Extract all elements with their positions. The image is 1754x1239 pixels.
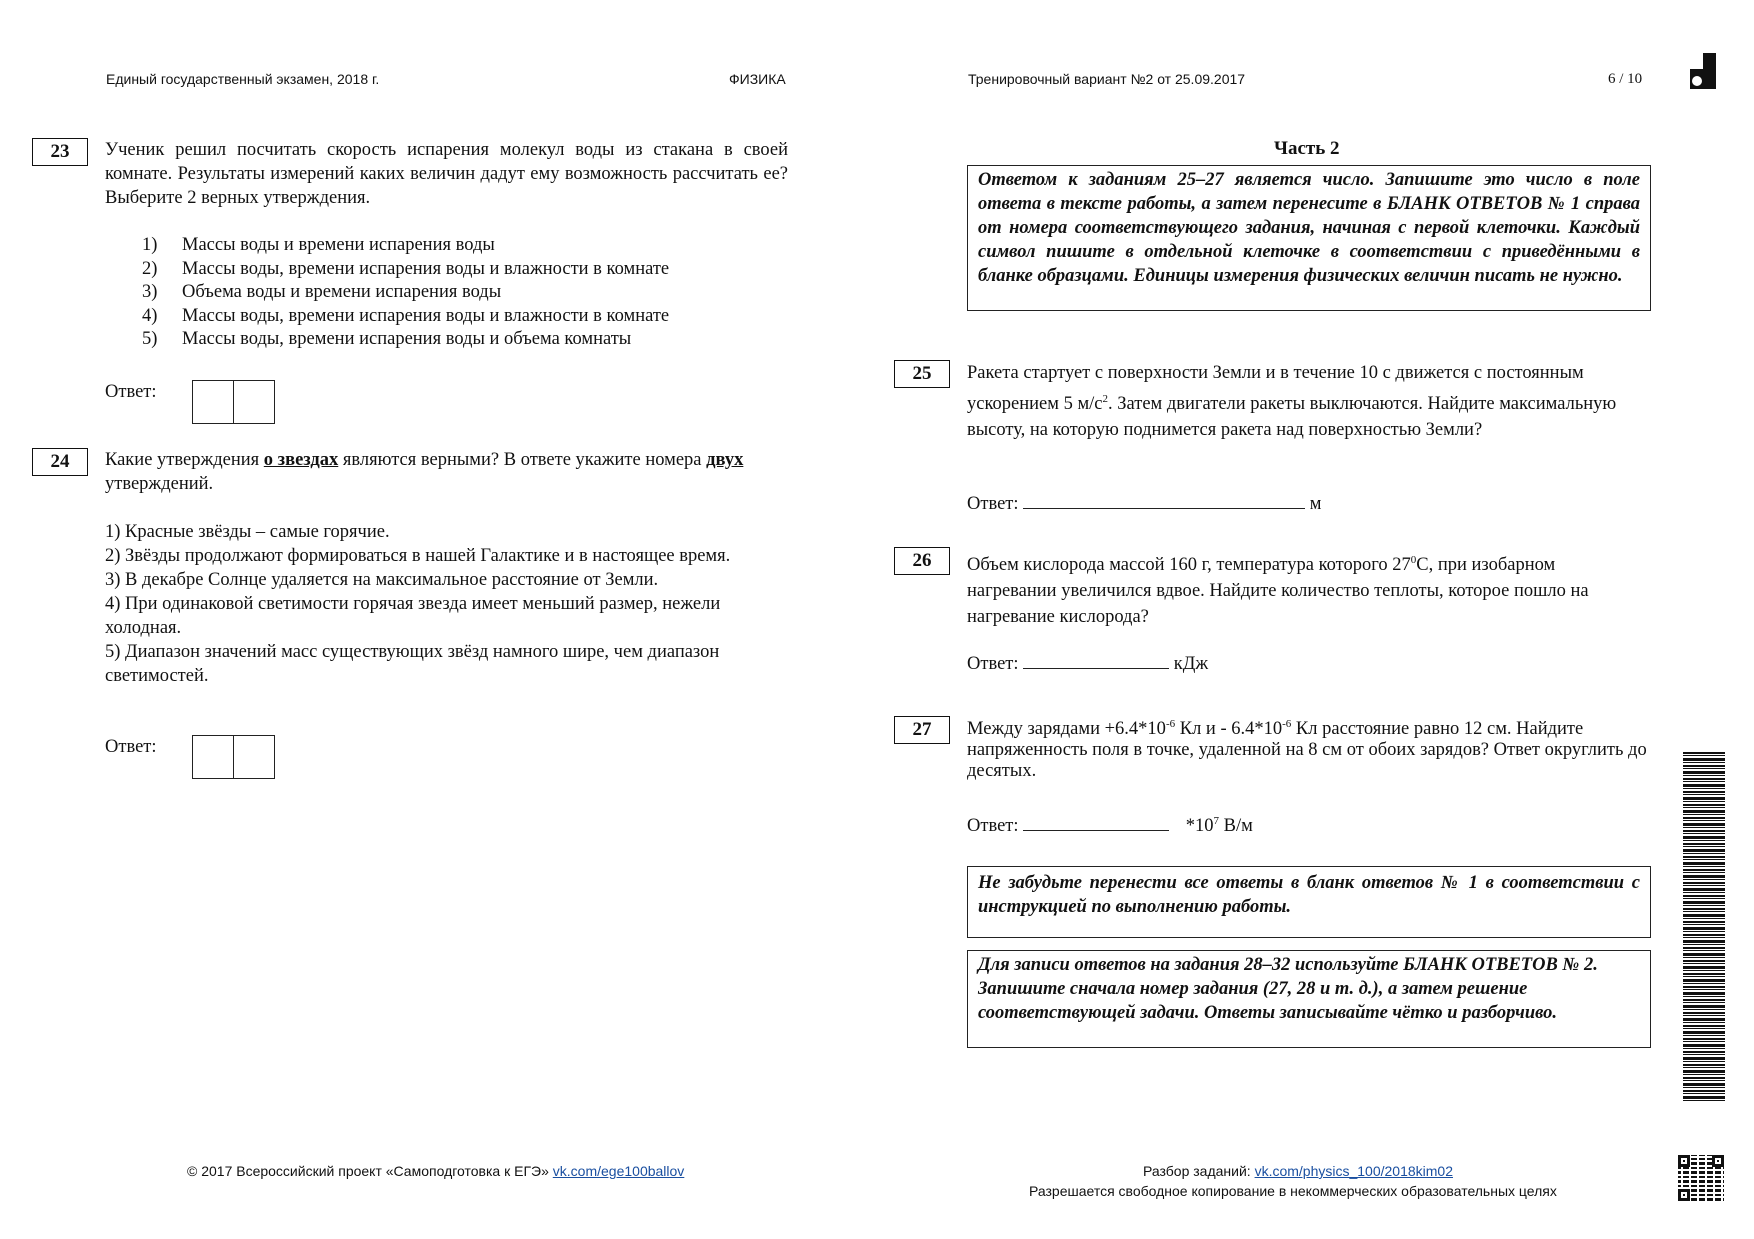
option-text: Массы воды, времени испарения воды и влажности в комнате [182,305,670,326]
option-row [142,234,782,258]
question-number-27: 27 [894,716,950,744]
page-number: 6 / 10 [1608,71,1643,87]
footer-copy-permission: Разрешается свободное копирование в некоммерческих образовательных целях [1029,1183,1557,1199]
header-subject: ФИЗИКА [729,71,786,87]
footer-link-physics100[interactable]: vk.com/physics_100/2018kim02 [1254,1163,1453,1179]
question-number-26: 26 [894,547,950,575]
footer-copyright-text: © 2017 Всероссийский проект «Самоподготовка к ЕГЭ» [187,1163,553,1179]
question-25-text [967,360,1617,443]
question-23-options [142,234,782,352]
option-row [142,258,782,282]
answer-unit-25: м [1309,494,1322,514]
reminder-note: Не забудьте перенести все ответы в бланк ответов № 1 в соответствии с инструкцией по выполнению работы. [967,866,1651,938]
q24-text-part: являются верными? В ответе укажите номера [338,450,707,470]
q24-text-part: Какие утверждения [105,450,264,470]
answer-cell[interactable] [233,380,275,424]
option-number: 2) [142,258,158,279]
q27-text-part: Между зарядами +6.4*10 [967,719,1166,740]
option-number: 5) [142,329,158,349]
answer-cell[interactable] [233,735,275,779]
option-text: Массы воды, времени испарения воды и влажности в комнате [182,258,670,279]
part-2-instructions: Ответом к заданиям 25–27 является число. Запишите это число в поле ответа в тексте работы, а затем перенесите в БЛАНК ОТВЕТОВ № 1 справа от номера соответствующего задания, начиная с первой клеточки. Каждый символ пишите в отдельной клеточке в соответствии с приведёнными в бланке образцами. Единицы измерения физических величин писать не нужно. [967,165,1651,311]
answer-label-24: Ответ: [105,737,157,757]
q26-text-part: Объем кислорода массой 160 г, температура которого 27 [967,555,1411,576]
statement: 4) При одинаковой светимости горячая звезда имеет меньший размер, нежели холодная. [105,594,721,638]
option-row [142,305,782,329]
header-exam-title: Единый государственный экзамен, 2018 г. [106,71,380,87]
option-text: Массы воды, времени испарения воды и объема комнаты [182,329,632,349]
option-number: 1) [142,235,158,255]
answer-unit-superscript-27: 7 [1213,814,1220,827]
answer-unit-27: *10 [1185,816,1214,836]
answer-cells-24[interactable] [193,735,275,779]
part-2-title: Часть 2 [1274,138,1340,159]
question-23-text: Ученик решил посчитать скорость испарения молекул воды из стакана в своей комнате. Результаты измерений каких величин дадут ему возможность рассчитать ее? Выберите 2 верных утверждения. [105,140,788,208]
q25-superscript: 2 [1102,393,1108,405]
answer-field-27[interactable] [1023,814,1169,831]
statement: 2) Звёзды продолжают формироваться в нашей Галактике и в настоящее время. [105,546,731,566]
footer-link-ege100ballov[interactable]: vk.com/ege100ballov [552,1163,685,1179]
question-24-statements [105,520,755,688]
answer-field-25[interactable] [1023,492,1305,509]
option-number: 4) [142,305,158,326]
q24-emphasis-two: двух [706,450,744,470]
answer-unit-suffix-27: В/м [1219,816,1253,836]
option-text: Объема воды и времени испарения воды [182,282,502,302]
question-24-text [105,448,788,496]
q27-text-part: Кл и - 6.4*10 [1175,719,1283,740]
answer-cell[interactable] [192,380,234,424]
question-number-23: 23 [32,138,88,166]
qr-code [1678,1155,1724,1201]
footer-analysis [1143,1163,1453,1179]
answer-form-2-note: Для записи ответов на задания 28–32 используйте БЛАНК ОТВЕТОВ № 2. Запишите сначала номер задания (27, 28 и т. д.), а затем решение соответствующей задачи. Ответы записывайте чётко и разборчиво. [967,950,1651,1048]
answer-cell[interactable] [192,735,234,779]
answer-label-23: Ответ: [105,382,157,402]
exam-logo [1690,53,1716,89]
question-27-text [967,714,1647,782]
answer-row-25 [967,492,1321,515]
answer-label-25: Ответ: [967,494,1019,514]
q26-text-part: С, при изобарном нагревании увеличился вдвое. Найдите количество теплоты, которое пошло на нагревание кислорода? [967,555,1589,628]
q27-superscript: -6 [1282,718,1292,730]
q24-emphasis-stars: о звездах [263,450,339,470]
q26-superscript: 0 [1410,554,1417,566]
option-row [142,328,782,352]
answer-row-27 [967,814,1253,837]
answer-unit-26: кДж [1173,654,1209,674]
answer-label-27: Ответ: [967,816,1019,836]
q27-superscript: -6 [1165,718,1176,730]
footer-analysis-text: Разбор заданий: [1143,1163,1255,1179]
option-number: 3) [142,282,158,302]
q24-text-part: утверждений. [105,474,214,494]
answer-field-26[interactable] [1023,652,1169,669]
statement: 1) Красные звёзды – самые горячие. [105,522,390,542]
question-number-25: 25 [894,360,950,388]
answer-cells-23[interactable] [193,380,275,424]
answer-label-26: Ответ: [967,654,1019,674]
question-26-text [967,547,1647,630]
option-row [142,281,782,305]
q27-text-part: Кл расстояние равно 12 см. Найдите напряженность поля в точке, удаленной на 8 см от обоих зарядов? Ответ округлить до десятых. [967,719,1647,782]
answer-row-26 [967,652,1208,675]
statement: 3) В декабре Солнце удаляется на максимальное расстояние от Земли. [105,570,659,590]
question-number-24: 24 [32,448,88,476]
option-text: Массы воды и времени испарения воды [182,235,495,255]
barcode [1683,752,1725,1102]
header-variant: Тренировочный вариант №2 от 25.09.2017 [968,71,1246,87]
footer-copyright [187,1163,684,1179]
statement: 5) Диапазон значений масс существующих звёзд намного шире, чем диапазон светимостей. [105,642,720,686]
q25-text-part: Ракета стартует с поверхности Земли и в течение 10 с движется с постоянным ускорением 5 м/с [967,363,1584,415]
q25-text-part: . Затем двигатели ракеты выключаются. Найдите максимальную высоту, на которую поднимется ракета над поверхностью Земли? [967,394,1617,441]
